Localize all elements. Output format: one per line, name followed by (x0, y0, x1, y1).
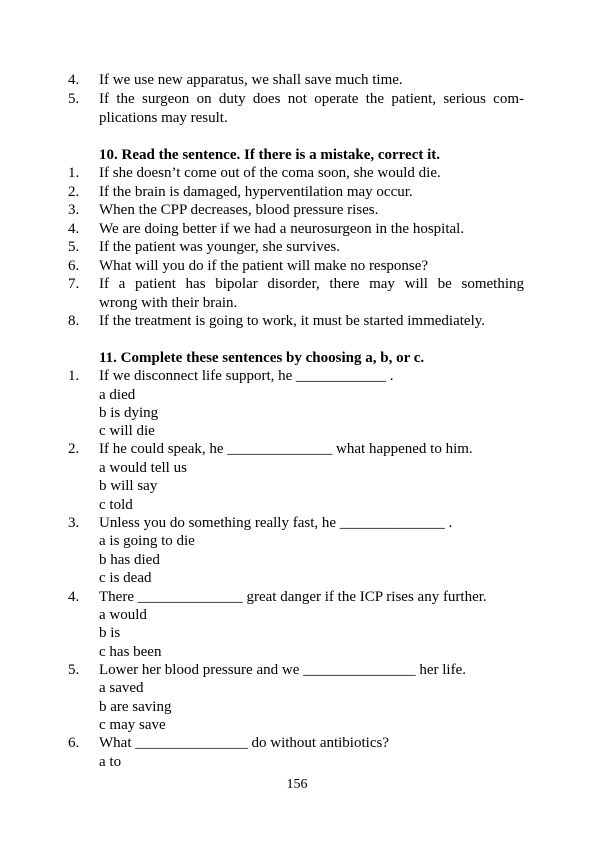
item-text: If the brain is damaged, hyperventilation may occur. (99, 184, 413, 200)
option-text: a would (99, 607, 147, 623)
item-text: wrong with their brain. (99, 295, 238, 311)
exercise-heading: 10. Read the sentence. If there is a mistake, correct it. (99, 147, 441, 163)
question-text: If we disconnect life support, he ____________ . (99, 368, 394, 384)
answer-option (0, 643, 594, 661)
answer-option (0, 679, 594, 697)
item-number: 6. (68, 258, 80, 274)
list-item (0, 71, 594, 89)
list-item (0, 90, 594, 108)
item-number: 8. (68, 313, 80, 329)
answer-option (0, 496, 594, 514)
question-item (0, 588, 594, 606)
option-text: c may save (99, 717, 166, 733)
question-text: Lower her blood pressure and we _______________ her life. (99, 662, 466, 678)
item-number: 2. (68, 441, 80, 457)
option-text: a would tell us (99, 460, 187, 476)
question-item (0, 661, 594, 679)
item-number: 4. (68, 72, 80, 88)
item-number: 4. (68, 589, 80, 605)
item-text: If she doesn’t come out of the coma soon, she would die. (99, 165, 441, 181)
question-item (0, 440, 594, 458)
option-text: c told (99, 497, 133, 513)
item-number: 6. (68, 735, 80, 751)
option-text: b is dying (99, 405, 159, 421)
list-item (0, 312, 594, 330)
item-number: 1. (68, 368, 80, 384)
answer-option (0, 422, 594, 440)
item-text: If the surgeon on duty does not operate the patient, serious com- (99, 91, 524, 107)
option-text: b is (99, 625, 121, 641)
answer-option (0, 386, 594, 404)
list-item-continuation (0, 109, 594, 127)
answer-option (0, 698, 594, 716)
list-item (0, 201, 594, 219)
option-text: a is going to die (99, 533, 195, 549)
option-text: c is dead (99, 570, 152, 586)
item-text: If the patient was younger, she survives. (99, 239, 341, 255)
exercise-10-heading-row (0, 146, 594, 164)
question-text: There ______________ great danger if the ICP rises any further. (99, 589, 487, 605)
answer-option (0, 459, 594, 477)
exercise-heading: 11. Complete these sentences by choosing a, b, or c. (99, 350, 425, 366)
option-text: b has died (99, 552, 160, 568)
item-text: If a patient has bipolar disorder, there may will be something (99, 276, 524, 292)
list-item (0, 164, 594, 182)
answer-option (0, 569, 594, 587)
exercise-11-heading-row (0, 349, 594, 367)
answer-option (0, 477, 594, 495)
item-number: 7. (68, 276, 80, 292)
question-item (0, 734, 594, 752)
item-number: 4. (68, 221, 80, 237)
item-number: 5. (68, 662, 80, 678)
answer-option (0, 624, 594, 642)
answer-option (0, 753, 594, 771)
option-text: a saved (99, 680, 144, 696)
page-number: 156 (286, 777, 308, 792)
question-item (0, 514, 594, 532)
option-text: b will say (99, 478, 158, 494)
option-text: c will die (99, 423, 155, 439)
question-item (0, 367, 594, 385)
answer-option (0, 551, 594, 569)
answer-option (0, 532, 594, 550)
answer-option (0, 716, 594, 734)
item-number: 3. (68, 202, 80, 218)
option-text: a died (99, 387, 136, 403)
option-text: a to (99, 754, 122, 770)
list-item (0, 275, 594, 293)
item-text: What will you do if the patient will make no response? (99, 258, 429, 274)
item-text: If we use new apparatus, we shall save much time. (99, 72, 403, 88)
list-item (0, 238, 594, 256)
item-text: If the treatment is going to work, it must be started immediately. (99, 313, 486, 329)
item-text: plications may result. (99, 110, 228, 126)
item-number: 5. (68, 91, 80, 107)
question-text: Unless you do something really fast, he ______________ . (99, 515, 453, 531)
option-text: b are saving (99, 699, 172, 715)
question-text: What _______________ do without antibiotics? (99, 735, 389, 751)
answer-option (0, 404, 594, 422)
item-number: 3. (68, 515, 80, 531)
list-item (0, 220, 594, 238)
list-item (0, 257, 594, 275)
list-item (0, 183, 594, 201)
question-text: If he could speak, he ______________ what happened to him. (99, 441, 473, 457)
item-text: When the CPP decreases, blood pressure rises. (99, 202, 379, 218)
list-item-continuation (0, 294, 594, 312)
item-number: 5. (68, 239, 80, 255)
item-text: We are doing better if we had a neurosurgeon in the hospital. (99, 221, 465, 237)
answer-option (0, 606, 594, 624)
option-text: c has been (99, 644, 162, 660)
item-number: 1. (68, 165, 80, 181)
item-number: 2. (68, 184, 80, 200)
